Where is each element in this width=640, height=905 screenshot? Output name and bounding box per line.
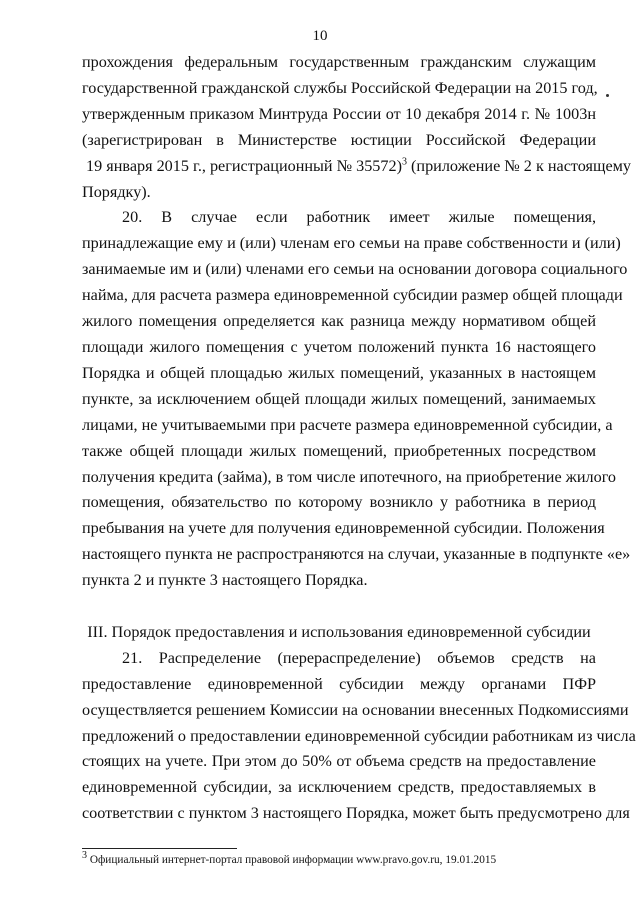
text-line: государственной гражданской службы Российской Федерации на 2015 год, (82, 78, 598, 97)
text-line: настоящего пункта не распространяются на случаи, указанные в подпункте «е» (82, 545, 631, 564)
text-fragment: 19 января 2015 г., регистрационный № 35572) (86, 156, 402, 175)
text-line: получения кредита (займа), в том числе ипотечного, на приобретение жилого (82, 467, 617, 486)
text-line: пребывания на учете для получения единовременной субсидии. Положения (82, 519, 605, 538)
text-line: пункта 2 и пункте 3 настоящего Порядка. (82, 571, 368, 590)
text-line: помещения, обязательство по которому возникло у работника в период (82, 493, 596, 512)
text-line: прохождения федеральным государственным гражданским служащим (82, 53, 596, 71)
text-line: занимаемые им и (или) членами его семьи на основании договора социального (82, 260, 628, 279)
text-line: пункте, за исключением общей площади жилых помещений, занимаемых (82, 389, 596, 408)
text-line: площади жилого помещения с учетом положений пункта 16 настоящего (82, 337, 596, 356)
text-line: осуществляется решением Комиссии на основании внесенных Подкомиссиями (82, 700, 629, 719)
text-line: найма, для расчета размера единовременной субсидии размер общей площади (82, 286, 623, 305)
footnote-divider (82, 848, 237, 849)
text-line: утвержденным приказом Минтруда России от 10 декабря 2014 г. № 1003н (82, 104, 596, 123)
text-line: Порядку). (82, 182, 151, 201)
text-line: также общей площади жилых помещений, приобретенных посредством (82, 441, 596, 460)
paragraph-21-first-line: 21. Распределение (перераспределение) объемов средств на (122, 648, 596, 667)
spacer (82, 594, 596, 620)
text-line: соответствии с пунктом 3 настоящего Порядка, может быть предусмотрено для (82, 804, 630, 823)
footnote-marker: 3 (82, 850, 87, 862)
text-fragment: (приложение № 2 к настоящему (406, 156, 631, 175)
text-line: предоставление единовременной субсидии между органами ПФР (82, 674, 596, 693)
page-number: 10 (312, 28, 328, 44)
text-line: лицами, не учитываемыми при расчете размера единовременной субсидии, а (82, 415, 613, 434)
text-line: жилого помещения определяется как разница между нормативом общей (82, 312, 596, 331)
footnote (82, 850, 602, 867)
text-line: единовременной субсидии, за исключением средств, предоставляемых в (82, 778, 596, 797)
footnote-text: Официальный интернет-портал правовой информации www.pravo.gov.ru, 19.01.2015 (87, 854, 497, 866)
text-line: (зарегистрирован в Министерстве юстиции Российской Федерации (82, 130, 596, 149)
text-line-with-footnote-ref (82, 154, 631, 180)
document-body (82, 50, 636, 827)
scan-dot (606, 94, 609, 97)
text-line: Порядка и общей площадью жилых помещений, указанных в настоящем (82, 363, 596, 382)
section-heading: III. Порядок предоставления и использования единовременной субсидии (87, 622, 591, 641)
paragraph-20-first-line: 20. В случае если работник имеет жилые помещения, (122, 208, 596, 227)
footnote-reference: 3 (401, 156, 407, 168)
text-line: предложений о предоставлении единовременной субсидии работникам из числа (82, 726, 636, 745)
text-line: принадлежащие ему и (или) членам его семьи на праве собственности и (или) (82, 234, 621, 253)
text-line: стоящих на учете. При этом до 50% от объема средств на предоставление (82, 752, 596, 771)
